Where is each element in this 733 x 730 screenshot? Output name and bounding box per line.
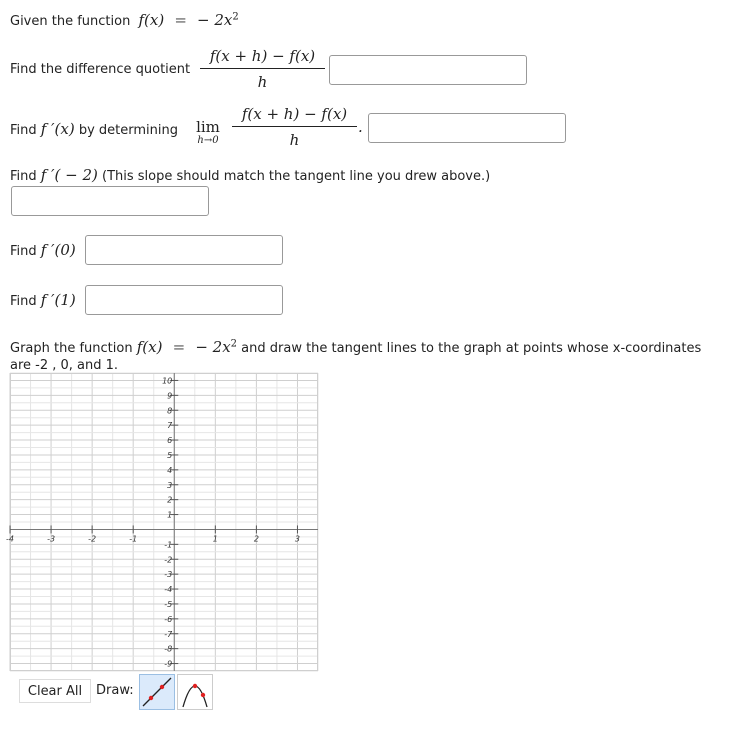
graph-grid: [10, 373, 318, 671]
y-tick-label: 8: [167, 406, 173, 416]
y-tick-label: -4: [164, 585, 173, 595]
y-tick-label: -8: [164, 644, 173, 654]
y-tick-label: -2: [164, 555, 173, 565]
graph-prompt-exp: 2: [230, 338, 238, 350]
q2-label-line: [10, 120, 178, 138]
y-tick-label: -9: [164, 659, 173, 669]
line-tool-button[interactable]: [139, 674, 175, 710]
q5-fprime: f ′(1): [40, 291, 76, 309]
q2-label-post: by determining: [78, 123, 178, 138]
q3-note: (This slope should match the tangent line you drew above.): [102, 169, 491, 184]
given-exp: 2: [232, 11, 239, 23]
x-tick-label: -1: [129, 534, 138, 544]
q4-fprime: f ′(0): [40, 241, 76, 259]
q1-fraction: [200, 47, 325, 91]
y-tick-label: -1: [164, 540, 173, 550]
graph-prompt-expr: − 2x: [195, 338, 231, 356]
graph-prompt-post: and draw the tangent lines to the graph at points whose x-coordinates: [241, 341, 702, 356]
q2-limit: [192, 118, 224, 146]
q3-label-line: [10, 166, 490, 184]
f-prime-neg2-input[interactable]: [11, 186, 209, 216]
y-tick-label: 1: [167, 510, 173, 520]
q2-lim: lim: [196, 118, 220, 136]
y-tick-label: -3: [164, 570, 173, 580]
derivative-input[interactable]: [368, 113, 566, 143]
graph-prompt-pre: Graph the function: [10, 341, 133, 356]
x-tick-label: 3: [294, 534, 301, 544]
parabola-tool-button[interactable]: [177, 674, 213, 710]
y-tick-label: 7: [167, 421, 173, 431]
q1-label: Find the difference quotient: [10, 62, 191, 77]
q5-label-pre: Find: [10, 294, 37, 309]
f-prime-0-input[interactable]: [85, 235, 283, 265]
graphing-canvas[interactable]: [6, 373, 318, 671]
y-tick-label: 9: [167, 391, 173, 401]
y-tick-label: 10: [162, 376, 173, 386]
parabola-tool-icon: [178, 675, 212, 709]
q2-lim-sub: h→0: [197, 135, 219, 146]
clear-all-button[interactable]: Clear All: [19, 679, 91, 703]
q1-numerator: f(x + h) − f(x): [200, 47, 325, 69]
f-prime-1-input[interactable]: [85, 285, 283, 315]
y-tick-label: 2: [167, 495, 173, 505]
y-tick-label: 5: [167, 450, 173, 460]
q4-label-line: [10, 241, 76, 259]
q2-fprime: f ′(x): [40, 120, 75, 138]
x-tick-label: -2: [88, 534, 97, 544]
x-tick-label: -4: [6, 534, 14, 544]
q3-fprime: f ′( − 2): [40, 166, 98, 184]
y-tick-label: 4: [167, 465, 173, 475]
y-tick-label: -7: [164, 629, 173, 639]
graph-prompt-line2: are -2 , 0, and 1.: [10, 358, 119, 373]
q5-label-line: [10, 291, 76, 309]
given-function-line: [10, 11, 239, 29]
given-expr: − 2x: [197, 11, 233, 29]
q1-denominator: h: [257, 73, 268, 91]
y-tick-label: 6: [167, 436, 173, 446]
q2-fraction: [232, 105, 357, 149]
given-label: Given the function: [10, 14, 131, 29]
graph-prompt-line1: [10, 338, 701, 356]
x-tick-label: 2: [253, 534, 259, 544]
line-tool-icon: [140, 675, 174, 709]
draw-label: Draw:: [96, 683, 134, 698]
q2-dot: .: [358, 118, 363, 136]
q2-label-pre: Find: [10, 123, 37, 138]
x-tick-label: 1: [212, 534, 218, 544]
graph-prompt-eq: =: [172, 338, 186, 356]
y-tick-label: 3: [167, 480, 173, 490]
y-tick-label: -6: [164, 614, 173, 624]
q2-denominator: h: [289, 131, 300, 149]
x-tick-label: -3: [47, 534, 56, 544]
q2-numerator: f(x + h) − f(x): [232, 105, 357, 127]
difference-quotient-input[interactable]: [329, 55, 527, 85]
q4-label-pre: Find: [10, 244, 37, 259]
y-tick-label: -5: [164, 599, 173, 609]
given-fname: f(x): [138, 11, 165, 29]
graph-prompt-fname: f(x): [136, 338, 163, 356]
q3-label-pre: Find: [10, 169, 37, 184]
given-eq: =: [174, 11, 187, 29]
